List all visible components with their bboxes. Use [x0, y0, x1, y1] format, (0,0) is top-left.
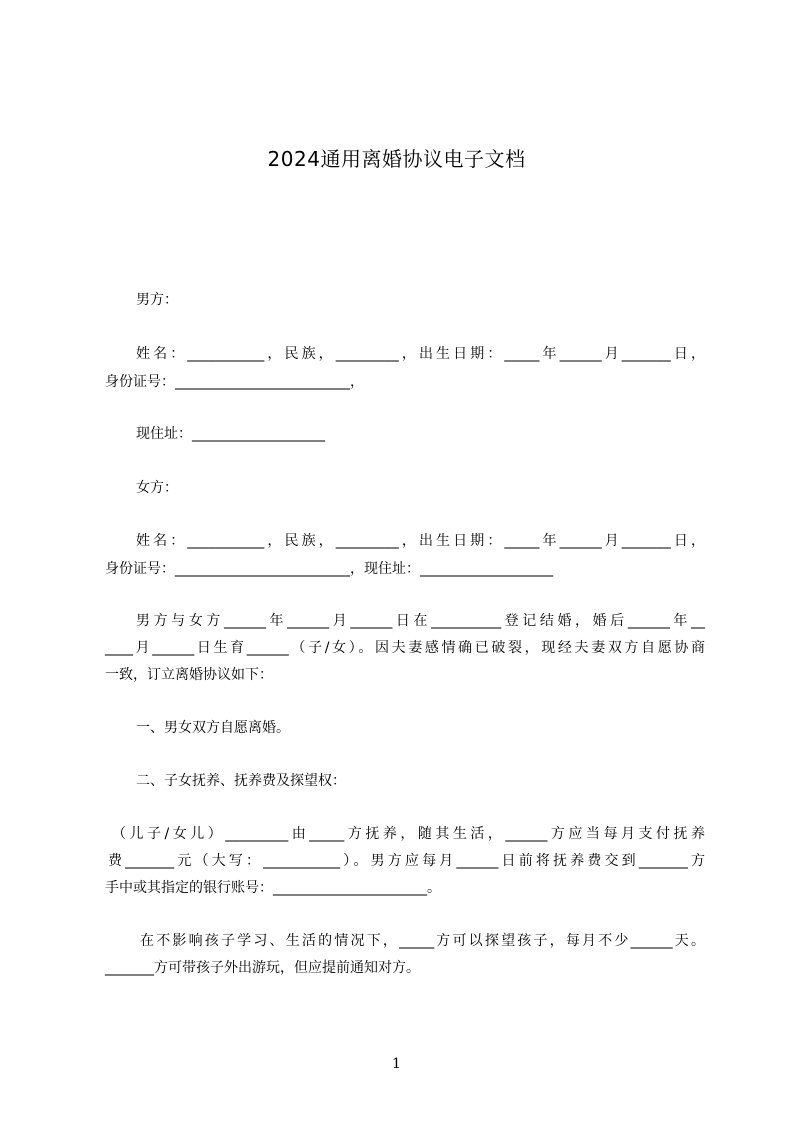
page-number: 1	[392, 1056, 401, 1072]
male-heading: 男方：	[136, 292, 178, 308]
document-title: 2024通用离婚协议电子文档	[267, 147, 526, 171]
intro-line-3: 一致，订立离婚协议如下：	[105, 667, 273, 683]
male-info-line-2: 身份证号：_________________________，	[105, 374, 364, 390]
custody-line-2: 费_______元（大写：___________）。男方应每月______日前将抚养费交到_______方	[108, 853, 705, 869]
female-info-line-1: 姓名：___________，民族，_________，出生日期：_____年______月_______日，	[136, 533, 705, 549]
visit-line-1: 在不影响孩子学习、生活的情况下，_____方可以探望孩子，每月不少______天。	[140, 933, 705, 949]
intro-line-2: ____月______日生育______（子/女）。因夫妻感情确已破裂，现经夫妻双方自愿协商	[105, 640, 705, 656]
female-heading: 女方：	[136, 480, 178, 496]
male-info-line-1: 姓名：___________，民族，_________，出生日期：_____年______月_______日，	[136, 346, 705, 362]
custody-line-3: 手中或其指定的银行账号：______________________。	[105, 880, 441, 896]
female-info-line-2: 身份证号：_________________________，现住址：___________________	[105, 561, 553, 577]
custody-line-1: （儿子/女儿）_________由_____方抚养，随其生活，______方应当每月支付抚养	[112, 826, 705, 842]
intro-line-1: 男方与女方______年______月______日在__________登记结婚，婚后______年__	[136, 613, 705, 629]
clause-1: 一、男女双方自愿离婚。	[136, 720, 290, 736]
visit-line-2: _______方可带孩子外出游玩，但应提前通知对方。	[105, 960, 420, 976]
clause-2: 二、子女抚养、抚养费及探望权：	[136, 773, 346, 789]
male-address: 现住址：___________________	[136, 426, 325, 442]
